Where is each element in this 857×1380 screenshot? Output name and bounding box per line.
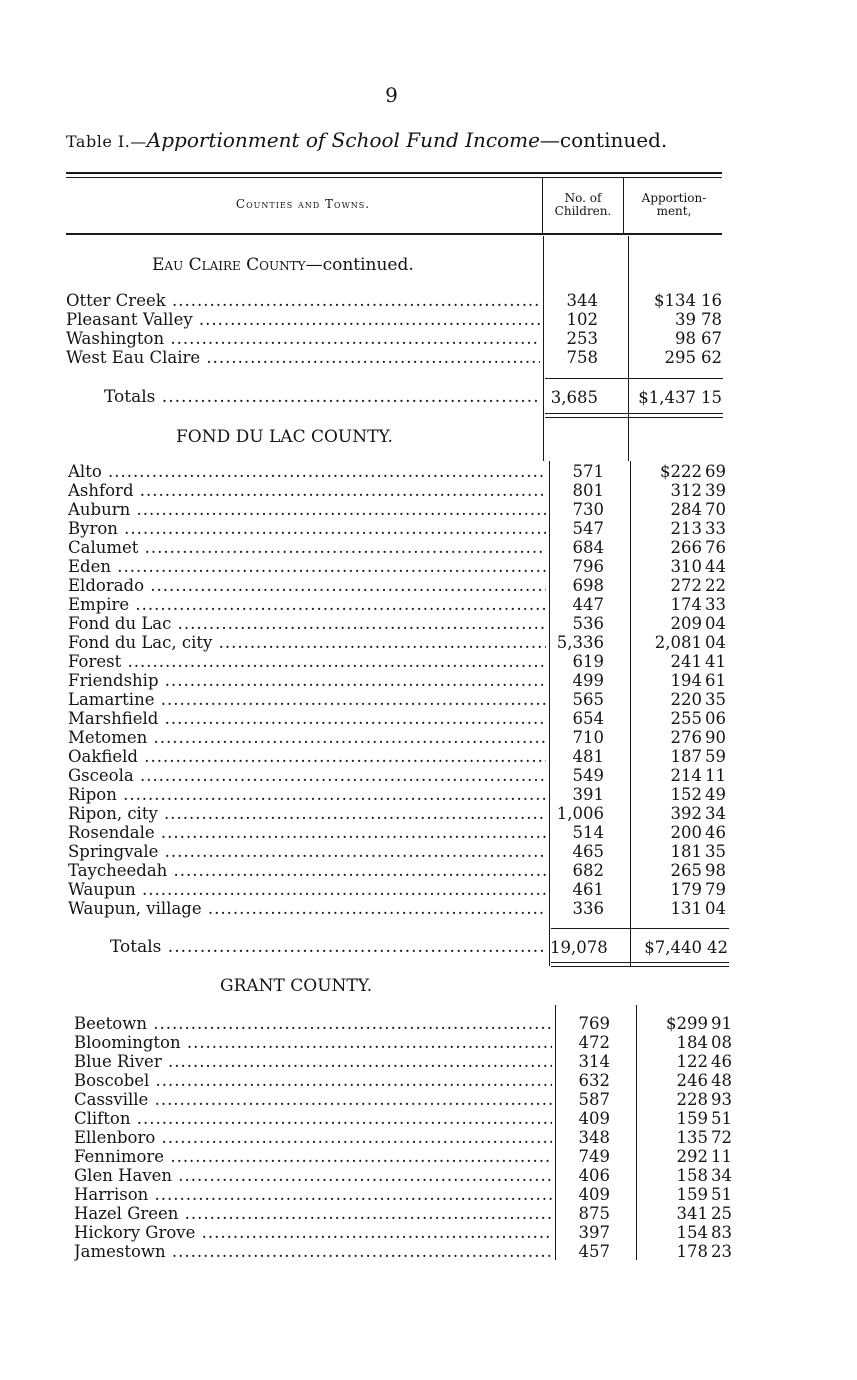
town-name: Ellenboro .....	[74, 1128, 552, 1147]
table-row	[68, 690, 732, 709]
children-count: 536	[572, 614, 604, 633]
town-name: Rosendale .....	[68, 823, 546, 842]
apportionment-cents: 61	[705, 671, 726, 690]
children-count: 481	[572, 747, 604, 766]
totals-dollars: $7,440	[644, 938, 702, 957]
apportionment-cents: 35	[705, 690, 726, 709]
town-name: West Eau Claire .....	[66, 348, 540, 367]
children-count: 314	[578, 1052, 610, 1071]
town-name: Waupun .....	[68, 880, 546, 899]
table-row	[68, 861, 732, 880]
table-row	[68, 538, 732, 557]
apportionment-dollars: 135	[676, 1128, 708, 1147]
children-count: 457	[578, 1242, 610, 1261]
children-count: 571	[572, 462, 604, 481]
apportionment-dollars: 246	[676, 1071, 708, 1090]
totals-top-rule	[545, 378, 723, 379]
section-title-eau-claire	[152, 255, 414, 275]
town-name: Marshfield .....	[68, 709, 546, 728]
apportionment-dollars: 159	[676, 1185, 708, 1204]
children-count: 514	[572, 823, 604, 842]
apportionment-dollars: 341	[676, 1204, 708, 1223]
totals-children: 19,078	[550, 938, 608, 957]
children-count: 409	[578, 1185, 610, 1204]
apportionment-cents: 11	[705, 766, 726, 785]
children-count: 344	[566, 291, 598, 310]
totals-row	[104, 388, 726, 407]
children-count: 698	[572, 576, 604, 595]
apportionment-dollars: 255	[670, 709, 702, 728]
apportionment-cents: 06	[705, 709, 726, 728]
apportionment-dollars: 241	[670, 652, 702, 671]
apportionment-cents: 16	[701, 291, 722, 310]
children-count: 409	[578, 1109, 610, 1128]
apportionment-dollars: 131	[670, 899, 702, 918]
page-number: 9	[385, 83, 398, 107]
totals-cents: 42	[707, 938, 728, 957]
children-count: 801	[572, 481, 604, 500]
table-row	[68, 462, 732, 481]
children-count: 253	[566, 329, 598, 348]
table-row	[66, 348, 726, 367]
children-count: 730	[572, 500, 604, 519]
town-name: Calumet .....	[68, 538, 546, 557]
apportionment-dollars: 272	[670, 576, 702, 595]
apportionment-dollars: 181	[670, 842, 702, 861]
apportionment-cents: 04	[705, 614, 726, 633]
town-name: Beetown .....	[74, 1014, 552, 1033]
apportionment-cents: 33	[705, 519, 726, 538]
col-rule-2-header	[623, 178, 624, 234]
town-name: Jamestown .....	[74, 1242, 552, 1261]
col-rule-1-header	[542, 178, 543, 234]
col-header-apportionment	[626, 192, 722, 218]
table-row	[68, 481, 732, 500]
table-row	[74, 1128, 738, 1147]
children-count: 796	[572, 557, 604, 576]
totals-label: Totals .....	[104, 388, 540, 407]
children-count: 465	[572, 842, 604, 861]
children-count: 348	[578, 1128, 610, 1147]
table-row	[68, 728, 732, 747]
apportionment-cents: 33	[705, 595, 726, 614]
apportionment-cents: 48	[711, 1071, 732, 1090]
table-row	[68, 519, 732, 538]
children-count: 102	[566, 310, 598, 329]
apportionment-dollars: 312	[670, 481, 702, 500]
apportionment-cents: 04	[705, 633, 726, 652]
totals-dollars: $1,437	[638, 388, 696, 407]
children-count: 406	[578, 1166, 610, 1185]
section-title-grant: GRANT COUNTY.	[220, 976, 373, 996]
apportionment-dollars: 295	[664, 348, 696, 367]
apportionment-cents: 11	[711, 1147, 732, 1166]
apportionment-cents: 98	[705, 861, 726, 880]
apportionment-cents: 72	[711, 1128, 732, 1147]
apportionment-cents: 51	[711, 1185, 732, 1204]
table-title-suffix: —continued.	[539, 128, 668, 152]
col-header-children	[544, 192, 622, 218]
apportionment-cents: 62	[701, 348, 722, 367]
totals-children: 3,685	[550, 388, 598, 407]
apportionment-cents: 23	[711, 1242, 732, 1261]
table-row	[74, 1071, 738, 1090]
children-count: 749	[578, 1147, 610, 1166]
apportionment-dollars: 154	[676, 1223, 708, 1242]
town-name: Fond du Lac .....	[68, 614, 546, 633]
apportionment-dollars: 122	[676, 1052, 708, 1071]
apportionment-dollars: 209	[670, 614, 702, 633]
apportionment-cents: 67	[701, 329, 722, 348]
table-row	[68, 614, 732, 633]
children-count: 758	[566, 348, 598, 367]
town-name: Taycheedah .....	[68, 861, 546, 880]
apportionment-dollars: 158	[676, 1166, 708, 1185]
col-header-children-line2: Children.	[554, 204, 612, 218]
apportionment-cents: 04	[705, 899, 726, 918]
children-count: 499	[572, 671, 604, 690]
children-count: 684	[572, 538, 604, 557]
town-name: Harrison .....	[74, 1185, 552, 1204]
apportionment-dollars: 152	[670, 785, 702, 804]
apportionment-cents: 76	[705, 538, 726, 557]
children-count: 547	[572, 519, 604, 538]
children-count: 336	[572, 899, 604, 918]
apportionment-cents: 90	[705, 728, 726, 747]
apportionment-dollars: 184	[676, 1033, 708, 1052]
town-name: Auburn .....	[68, 500, 546, 519]
children-count: 472	[578, 1033, 610, 1052]
table-row	[74, 1147, 738, 1166]
totals-bottom-rule	[551, 962, 729, 963]
town-name: Otter Creek .....	[66, 291, 540, 310]
table-row	[68, 709, 732, 728]
apportionment-cents: 78	[701, 310, 722, 329]
apportionment-dollars: 284	[670, 500, 702, 519]
town-name: Hickory Grove .....	[74, 1223, 552, 1242]
town-name: Byron .....	[68, 519, 546, 538]
town-name: Metomen .....	[68, 728, 546, 747]
table-row	[74, 1109, 738, 1128]
children-count: 875	[578, 1204, 610, 1223]
apportionment-dollars: 276	[670, 728, 702, 747]
table-row	[74, 1242, 738, 1261]
totals-cents: 15	[701, 388, 722, 407]
apportionment-dollars: 159	[676, 1109, 708, 1128]
apportionment-dollars: 98	[675, 329, 696, 348]
table-title-italic: Apportionment of School Fund Income	[146, 128, 540, 152]
apportionment-dollars: 310	[670, 557, 702, 576]
table-row	[74, 1185, 738, 1204]
apportionment-cents: 35	[705, 842, 726, 861]
apportionment-dollars: 179	[670, 880, 702, 899]
apportionment-cents: 49	[705, 785, 726, 804]
table-row	[68, 842, 732, 861]
section-title-suffix: —continued.	[305, 255, 414, 275]
apportionment-dollars: 228	[676, 1090, 708, 1109]
section-title-fond-du-lac: FOND DU LAC COUNTY.	[176, 427, 393, 447]
apportionment-dollars: 214	[670, 766, 702, 785]
children-count: 619	[572, 652, 604, 671]
town-name: Boscobel .....	[74, 1071, 552, 1090]
table-row	[74, 1014, 738, 1033]
apportionment-dollars: 266	[670, 538, 702, 557]
apportionment-dollars: 39	[675, 310, 696, 329]
town-name: Cassville .....	[74, 1090, 552, 1109]
apportionment-cents: 25	[711, 1204, 732, 1223]
apportionment-cents: 83	[711, 1223, 732, 1242]
apportionment-cents: 08	[711, 1033, 732, 1052]
table-row	[68, 899, 732, 918]
children-count: 710	[572, 728, 604, 747]
children-count: 1,006	[556, 804, 604, 823]
apportionment-dollars: $222	[660, 462, 702, 481]
col-header-children-line1: No. of	[564, 191, 602, 205]
apportionment-dollars: 213	[670, 519, 702, 538]
town-name: Friendship .....	[68, 671, 546, 690]
totals-bottom-rule-2	[545, 417, 723, 418]
apportionment-cents: 59	[705, 747, 726, 766]
table-row	[68, 747, 732, 766]
table-row	[68, 823, 732, 842]
children-count: 549	[572, 766, 604, 785]
apportionment-cents: 34	[705, 804, 726, 823]
table-title	[66, 128, 726, 152]
town-name: Washington .....	[66, 329, 540, 348]
children-count: 397	[578, 1223, 610, 1242]
town-name: Lamartine .....	[68, 690, 546, 709]
col-header-counties: Counties and Towns.	[235, 197, 371, 211]
col-header-apportionment-line1: Apportion-	[641, 191, 707, 205]
town-name: Oakfield .....	[68, 747, 546, 766]
apportionment-dollars: 220	[670, 690, 702, 709]
table-row	[74, 1204, 738, 1223]
table-row	[68, 785, 732, 804]
table-row	[68, 766, 732, 785]
table-row	[68, 652, 732, 671]
section-title-text: Eau Claire County	[152, 255, 306, 275]
town-name: Hazel Green .....	[74, 1204, 552, 1223]
apportionment-cents: 69	[705, 462, 726, 481]
town-name: Eldorado .....	[68, 576, 546, 595]
town-name: Springvale .....	[68, 842, 546, 861]
apportionment-cents: 51	[711, 1109, 732, 1128]
town-name: Forest .....	[68, 652, 546, 671]
apportionment-dollars: 292	[676, 1147, 708, 1166]
town-name: Pleasant Valley .....	[66, 310, 540, 329]
col-header-apportionment-line2: ment,	[656, 204, 692, 218]
town-name: Alto .....	[68, 462, 546, 481]
children-count: 632	[578, 1071, 610, 1090]
town-name: Gsceola .....	[68, 766, 546, 785]
children-count: 565	[572, 690, 604, 709]
table-row	[68, 557, 732, 576]
apportionment-dollars: 178	[676, 1242, 708, 1261]
children-count: 682	[572, 861, 604, 880]
children-count: 461	[572, 880, 604, 899]
totals-bottom-rule	[545, 413, 723, 414]
totals-top-rule	[551, 928, 729, 929]
apportionment-cents: 46	[711, 1052, 732, 1071]
apportionment-dollars: 2,081	[654, 633, 702, 652]
table-row	[66, 310, 726, 329]
town-name: Fond du Lac, city .....	[68, 633, 546, 652]
table-row	[74, 1090, 738, 1109]
table-row	[66, 329, 726, 348]
apportionment-cents: 34	[711, 1166, 732, 1185]
children-count: 587	[578, 1090, 610, 1109]
table-row	[74, 1033, 738, 1052]
children-count: 5,336	[556, 633, 604, 652]
town-name: Ripon, city .....	[68, 804, 546, 823]
apportionment-dollars: 200	[670, 823, 702, 842]
apportionment-cents: 39	[705, 481, 726, 500]
apportionment-dollars: $134	[654, 291, 696, 310]
town-name: Waupun, village .....	[68, 899, 546, 918]
town-name: Fennimore .....	[74, 1147, 552, 1166]
apportionment-cents: 93	[711, 1090, 732, 1109]
children-count: 391	[572, 785, 604, 804]
town-name: Glen Haven .....	[74, 1166, 552, 1185]
apportionment-cents: 70	[705, 500, 726, 519]
town-name: Ashford .....	[68, 481, 546, 500]
town-name: Blue River .....	[74, 1052, 552, 1071]
table-row	[68, 671, 732, 690]
children-count: 769	[578, 1014, 610, 1033]
table-row	[68, 804, 732, 823]
totals-bottom-rule-2	[551, 966, 729, 967]
apportionment-cents: 91	[711, 1014, 732, 1033]
apportionment-dollars: 174	[670, 595, 702, 614]
table-row	[74, 1052, 738, 1071]
totals-label: Totals .....	[110, 938, 546, 957]
table-row	[68, 880, 732, 899]
town-name: Eden .....	[68, 557, 546, 576]
table-label: Table I.—	[66, 132, 147, 151]
table-row	[74, 1166, 738, 1185]
apportionment-cents: 44	[705, 557, 726, 576]
apportionment-cents: 46	[705, 823, 726, 842]
town-name: Empire .....	[68, 595, 546, 614]
apportionment-dollars: $299	[666, 1014, 708, 1033]
town-name: Clifton .....	[74, 1109, 552, 1128]
apportionment-cents: 41	[705, 652, 726, 671]
totals-row	[110, 938, 732, 957]
table-row	[68, 595, 732, 614]
table-row	[68, 576, 732, 595]
apportionment-dollars: 187	[670, 747, 702, 766]
apportionment-dollars: 392	[670, 804, 702, 823]
apportionment-dollars: 265	[670, 861, 702, 880]
table-row	[68, 500, 732, 519]
table-row	[74, 1223, 738, 1242]
apportionment-dollars: 194	[670, 671, 702, 690]
apportionment-cents: 22	[705, 576, 726, 595]
table-row	[68, 633, 732, 652]
header-top-rule	[66, 172, 722, 174]
children-count: 654	[572, 709, 604, 728]
table-row	[66, 291, 726, 310]
apportionment-cents: 79	[705, 880, 726, 899]
town-name: Ripon .....	[68, 785, 546, 804]
town-name: Bloomington .....	[74, 1033, 552, 1052]
children-count: 447	[572, 595, 604, 614]
